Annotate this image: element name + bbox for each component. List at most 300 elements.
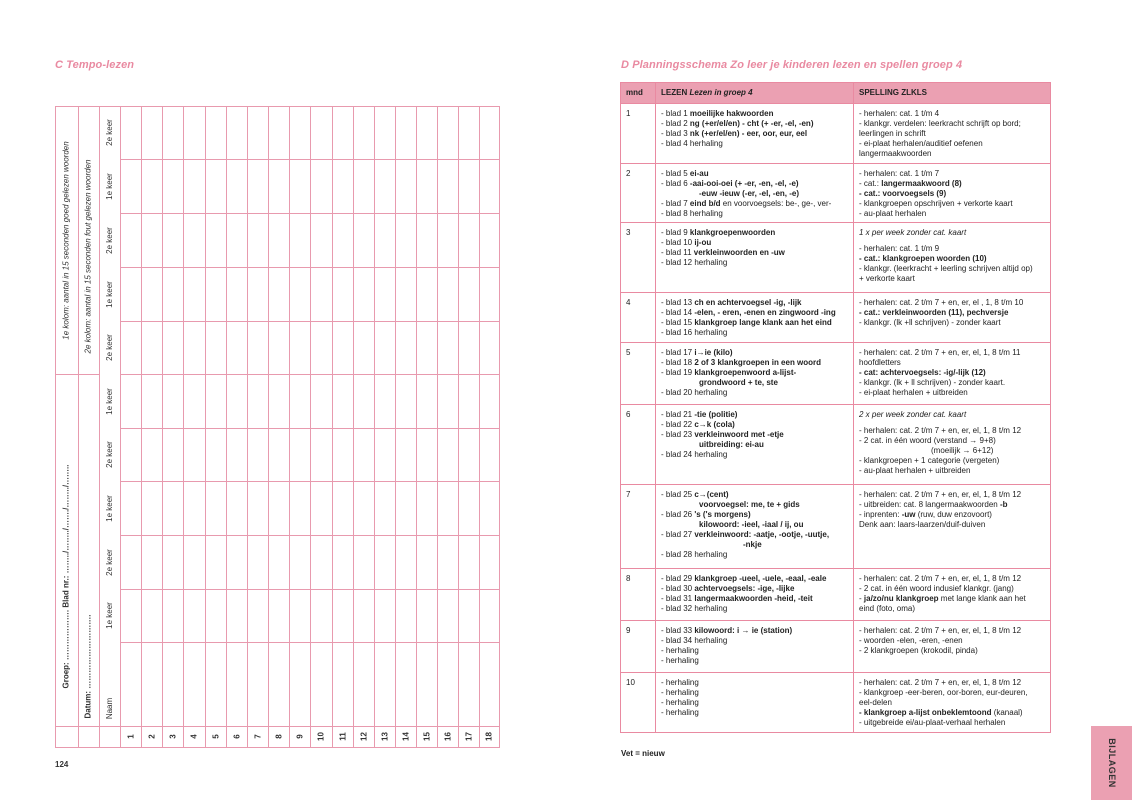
lezen-line	[661, 440, 848, 450]
table-row	[621, 621, 1051, 673]
spelling-line	[859, 388, 1045, 398]
spelling-text: - 2 cat. in één woord indusief klankgr. (jang)	[859, 584, 1014, 593]
lezen-text: - blad 31	[661, 594, 695, 603]
lezen-text: - blad 22	[661, 420, 695, 429]
lezen-text: - blad 25	[661, 490, 695, 499]
spelling-line	[859, 199, 1045, 209]
spelling-text: ja/zo/nu klankgroep	[863, 594, 939, 603]
spelling-text: - klankgroepen opschrijven + verkorte kaart	[859, 199, 1013, 208]
lezen-text: - blad 14	[661, 308, 695, 317]
lezen-text: - blad 13	[661, 298, 695, 307]
lezen-text: c→(cent)	[694, 490, 729, 499]
spelling-text: -b	[999, 500, 1008, 509]
cell-spelling	[854, 673, 1051, 733]
spelling-text: - ei-plaat herhalen/auditief oefenen	[859, 139, 983, 148]
spelling-text: - uitbreiden: cat. 8 langermaakwoorden	[859, 500, 1000, 509]
row-number: 5	[211, 733, 220, 739]
lezen-text: nk (+er/el/en) - eer, oor, eur, eel	[689, 129, 808, 138]
keer-column-label: 1e keer	[104, 172, 114, 200]
spelling-text: - herhalen: cat. 2 t/m 7 + en, er, el, 1, 8 t/m 12	[859, 490, 1022, 499]
planning-table	[620, 82, 1051, 733]
lezen-text: -tie (politie)	[694, 410, 738, 419]
keer-column-label: 2e keer	[104, 334, 114, 361]
name-column-label: Naam	[104, 697, 114, 719]
lezen-line	[661, 248, 848, 258]
spelling-line	[859, 378, 1045, 388]
lezen-text: - blad 33	[661, 626, 695, 635]
spelling-line	[859, 274, 1045, 284]
grid-line	[120, 213, 499, 214]
grid-line	[120, 321, 499, 322]
cell-spelling	[854, 485, 1051, 569]
header-lezen	[656, 83, 854, 104]
lezen-text: ch en achtervoegsel -ig, -lijk	[694, 298, 802, 307]
grid-line	[479, 106, 480, 747]
lezen-text: - blad 26	[661, 510, 695, 519]
lezen-text: - blad 23	[661, 430, 695, 439]
lezen-text: - herhaling	[661, 688, 699, 697]
cell-mnd: 3	[621, 223, 656, 293]
spelling-text: - uitgebreide ei/au-plaat-verhaal herhalen	[859, 718, 1006, 727]
spelling-text: 2 x per week zonder cat. kaart	[859, 410, 967, 419]
spelling-line	[859, 718, 1045, 728]
lezen-line	[661, 199, 848, 209]
lezen-line	[661, 574, 848, 584]
spelling-text: 1 x per week zonder cat. kaart	[859, 228, 967, 237]
grid-line	[458, 106, 459, 747]
row-number: 9	[295, 733, 304, 739]
lezen-line	[661, 450, 848, 460]
lezen-line	[661, 228, 848, 238]
lezen-line	[661, 656, 848, 666]
spelling-text: - cat.: klankgroepen woorden (10)	[859, 254, 987, 263]
row-number: 12	[359, 731, 368, 741]
lezen-text: - blad 3	[661, 129, 690, 138]
row-number: 10	[316, 731, 326, 741]
lezen-line	[661, 238, 848, 248]
lezen-line	[661, 109, 848, 119]
spelling-line	[859, 348, 1045, 358]
spelling-text: - herhalen: cat. 1 t/m 4	[859, 109, 940, 118]
row-number: 1	[126, 733, 135, 739]
cell-spelling	[854, 343, 1051, 405]
lezen-text: -euw -ieuw (-er, -el, -en, -e)	[699, 189, 800, 198]
row-number: 7	[253, 733, 262, 739]
lezen-text: - blad 15	[661, 318, 695, 327]
cell-mnd: 7	[621, 485, 656, 569]
spelling-line	[859, 318, 1045, 328]
spelling-line	[859, 149, 1045, 159]
cell-lezen	[656, 673, 854, 733]
grid-line	[120, 481, 499, 482]
cell-mnd: 2	[621, 164, 656, 223]
lezen-text: c→k (cola)	[694, 420, 735, 429]
spelling-line	[859, 244, 1045, 254]
lezen-text: ei-au	[689, 169, 709, 178]
grid-line	[226, 106, 227, 747]
spelling-text: - herhalen: cat. 2 t/m 7 + en, er, el, 1, 8 t/m 12	[859, 574, 1022, 583]
lezen-text: - blad 21	[661, 410, 695, 419]
spelling-text: - herhalen: cat. 2 t/m 7 + en, er, el, 1, 8 t/m 12	[859, 626, 1022, 635]
lezen-line	[661, 358, 848, 368]
spelling-line	[859, 129, 1045, 139]
grid-line	[437, 106, 438, 747]
cell-lezen	[656, 405, 854, 485]
lezen-line	[661, 298, 848, 308]
lezen-text: - blad 30	[661, 584, 695, 593]
lezen-text: achtervoegsels: -ige, -lijke	[694, 584, 795, 593]
table-row	[621, 485, 1051, 569]
spelling-line	[859, 646, 1045, 656]
keer-column-label: 1e keer	[104, 387, 114, 415]
lezen-text: - blad 11	[661, 248, 694, 257]
grid-line	[332, 106, 333, 747]
section-title-planningsschema: D Planningsschema Zo leer je kinderen lezen en spellen groep 4	[621, 59, 963, 71]
cell-spelling	[854, 164, 1051, 223]
spelling-line	[859, 179, 1045, 189]
spelling-line	[859, 708, 1045, 718]
row-number: 16	[443, 731, 452, 741]
row-number: 8	[274, 733, 283, 739]
spelling-text: - herhalen: cat. 2 t/m 7 + en, er, el, 1, 8 t/m 12	[859, 426, 1022, 435]
lezen-text: - blad 32 herhaling	[661, 604, 728, 613]
spelling-line	[859, 426, 1045, 436]
grid-line	[374, 106, 375, 747]
spelling-text: - klankgroep a-lijst onbeklemtoond	[859, 708, 992, 717]
planning-table-body	[621, 104, 1051, 733]
spelling-line	[859, 308, 1045, 318]
grid-line	[55, 374, 99, 375]
table-row	[621, 293, 1051, 343]
keer-column-label: 1e keer	[104, 280, 114, 308]
spelling-text: - au-plaat herhalen	[859, 209, 927, 218]
spelling-text: -uw	[901, 510, 916, 519]
spelling-line	[859, 436, 1045, 446]
cell-mnd: 5	[621, 343, 656, 405]
grid-line	[120, 267, 499, 268]
spelling-text: - herhalen: cat. 2 t/m 7 + en, er, el, 1, 8 t/m 11	[859, 348, 1021, 357]
spelling-text: met lange klank aan het	[938, 594, 1026, 603]
lezen-text: kilowoord: i → ie (station)	[694, 626, 793, 635]
cell-spelling	[854, 569, 1051, 621]
header-spelling: SPELLING ZLKLS	[854, 83, 1051, 104]
cell-lezen	[656, 164, 854, 223]
lezen-line	[661, 540, 848, 550]
lezen-line	[661, 258, 848, 268]
lezen-line	[661, 594, 848, 604]
cell-lezen	[656, 104, 854, 164]
cell-mnd: 10	[621, 673, 656, 733]
lezen-text: -aai-ooi-oei (+ -er, -en, -el, -e)	[689, 179, 799, 188]
lezen-text: klankgroepenwoord a-lijst-	[694, 368, 797, 377]
header-mnd: mnd	[621, 83, 656, 104]
spelling-line	[859, 604, 1045, 614]
spelling-text: - cat: achtervoegsels: -ig/-lijk (12)	[859, 368, 986, 377]
grid-line	[120, 642, 499, 643]
spelling-line	[859, 254, 1045, 264]
cell-lezen	[656, 621, 854, 673]
section-tab-label: BIJLAGEN	[1106, 738, 1117, 788]
spelling-text: (kanaal)	[991, 708, 1023, 717]
section-title-tempo-lezen: C Tempo-lezen	[55, 59, 135, 71]
lezen-text: - herhaling	[661, 708, 699, 717]
spelling-line	[859, 298, 1045, 308]
table-row	[621, 223, 1051, 293]
cell-mnd: 1	[621, 104, 656, 164]
lezen-text: 2 of 3 klankgroepen in een woord	[694, 358, 822, 367]
spelling-text: - 2 klankgroepen (krokodil, pinda)	[859, 646, 978, 655]
cell-spelling	[854, 621, 1051, 673]
lezen-line	[661, 308, 848, 318]
lezen-text: voorvoegsels	[733, 199, 782, 208]
spelling-text: (ruw, duw enzovoort)	[915, 510, 992, 519]
grid-line	[120, 428, 499, 429]
row-number: 17	[464, 731, 473, 741]
table-header-row	[621, 83, 1051, 104]
lezen-line	[661, 378, 848, 388]
spelling-line	[859, 368, 1045, 378]
lezen-text: klankgroepenwoorden	[689, 228, 776, 237]
lezen-text: ij-ou	[694, 238, 712, 247]
section-tab	[1091, 726, 1132, 800]
spelling-text: - herhalen: cat. 1 t/m 7	[859, 169, 940, 178]
lezen-line	[661, 328, 848, 338]
lezen-text: - blad 2	[661, 119, 690, 128]
lezen-text: grondwoord + te, ste	[699, 378, 778, 387]
spelling-text: langermaakwoord (8)	[881, 179, 962, 188]
spelling-line	[859, 510, 1045, 520]
cell-mnd: 9	[621, 621, 656, 673]
spelling-text: eind (foto, oma)	[859, 604, 916, 613]
table-row	[621, 104, 1051, 164]
spelling-line	[859, 594, 1045, 604]
lezen-line	[661, 388, 848, 398]
spelling-line	[859, 500, 1045, 510]
spelling-line	[859, 209, 1045, 219]
spelling-text: - klankgr. (leerkracht + leerling schrijven altijd op)	[859, 264, 1033, 273]
lezen-text: klankgroep -ueel, -uele, -eaal, -eale	[694, 574, 827, 583]
spelling-line	[859, 698, 1045, 708]
spelling-text: -	[859, 594, 864, 603]
lezen-text: verkleinwoord met -etje	[694, 430, 784, 439]
lezen-text: - blad 17	[661, 348, 695, 357]
grid-line	[55, 106, 499, 107]
row-number: 6	[232, 733, 241, 739]
lezen-line	[661, 209, 848, 219]
spelling-line	[859, 264, 1045, 274]
lezen-text: - blad 18	[661, 358, 695, 367]
spelling-line	[859, 688, 1045, 698]
spelling-text: - cat.: verkleinwoorden (11), pechversje	[859, 308, 1009, 317]
spelling-line	[859, 139, 1045, 149]
spelling-line	[859, 456, 1045, 466]
lezen-text: - blad 12 herhaling	[661, 258, 728, 267]
lezen-text: - blad 4 herhaling	[661, 139, 723, 148]
table-row	[621, 343, 1051, 405]
lezen-line	[661, 520, 848, 530]
lezen-line	[661, 430, 848, 440]
lezen-text: i→ie (kilo)	[694, 348, 733, 357]
legend-fout-gelezen: 2e kolom: aantal in 15 seconden fout gelezen woorden	[83, 159, 93, 353]
lezen-text: - blad 34 herhaling	[661, 636, 728, 645]
lezen-line	[661, 530, 848, 540]
lezen-text: - blad 5	[661, 169, 690, 178]
lezen-line	[661, 688, 848, 698]
grid-line	[395, 106, 396, 747]
lezen-text: verkleinwoord: -aatje, -ootje, -uutje,	[694, 530, 830, 539]
cell-mnd: 8	[621, 569, 656, 621]
lezen-text: kilowoord: -ieel, -iaal / ij, ou	[699, 520, 804, 529]
grid-line	[289, 106, 290, 747]
spelling-text: - ei-plaat herhalen + uitbreiden	[859, 388, 968, 397]
footnote: Vet = nieuw	[621, 749, 665, 758]
lezen-text: - herhaling	[661, 678, 699, 687]
grid-line	[310, 106, 311, 747]
row-number: 11	[338, 731, 347, 741]
lezen-text: - blad 8 herhaling	[661, 209, 723, 218]
row-number: 4	[189, 733, 199, 739]
cell-lezen	[656, 293, 854, 343]
cell-spelling	[854, 405, 1051, 485]
lezen-line	[661, 678, 848, 688]
cell-lezen	[656, 343, 854, 405]
spelling-text: - klankgr. (lk + ll schrijven) - zonder kaart.	[859, 378, 1006, 387]
cell-mnd: 4	[621, 293, 656, 343]
lezen-text: - blad 1	[661, 109, 690, 118]
lezen-text: moeilijke hakwoorden	[689, 109, 774, 118]
spelling-line	[859, 584, 1045, 594]
keer-column-label: 1e keer	[104, 602, 114, 629]
lezen-text: -nkje	[743, 540, 762, 549]
grid-line	[183, 106, 184, 747]
spelling-line	[859, 490, 1045, 500]
spelling-text: - cat.:	[859, 179, 882, 188]
lezen-line	[661, 708, 848, 718]
lezen-line	[661, 636, 848, 646]
spelling-text: leerlingen in schrift	[859, 129, 926, 138]
lezen-text: - blad 10	[661, 238, 695, 247]
cell-spelling	[854, 104, 1051, 164]
grid-line	[499, 106, 500, 747]
lezen-text: en	[720, 199, 734, 208]
table-row	[621, 569, 1051, 621]
cell-spelling	[854, 293, 1051, 343]
grid-line	[78, 106, 79, 747]
cell-spelling	[854, 223, 1051, 293]
row-number: 14	[401, 731, 410, 741]
grid-line	[99, 106, 100, 747]
lezen-line	[661, 490, 848, 500]
keer-column-label: 1e keer	[104, 494, 114, 522]
grid-line	[141, 106, 142, 747]
spelling-text: - klankgr. verdelen: leerkracht schrijft op bord;	[859, 119, 1021, 128]
grid-line	[55, 726, 120, 727]
spelling-text: hoofdletters	[859, 358, 901, 367]
lezen-line	[661, 626, 848, 636]
cell-lezen	[656, 569, 854, 621]
lezen-text: verkleinwoorden en -uw	[693, 248, 785, 257]
lezen-text: - herhaling	[661, 656, 699, 665]
grid-line	[120, 535, 499, 536]
lezen-line	[661, 584, 848, 594]
cell-lezen	[656, 485, 854, 569]
grid-line	[162, 106, 163, 747]
lezen-line	[661, 189, 848, 199]
grid-line	[120, 374, 499, 375]
lezen-text: - herhaling	[661, 646, 699, 655]
page-number-left: 124	[55, 760, 69, 769]
spelling-text: - herhalen: cat. 2 t/m 7 + en, er, el, 1, 8 t/m 12	[859, 678, 1022, 687]
grid-line	[120, 106, 121, 747]
lezen-text: : be-, ge-, ver-	[781, 199, 832, 208]
spelling-line	[859, 109, 1045, 119]
lezen-text: ng (+er/el/en) - cht (+ -er, -el, -en)	[689, 119, 814, 128]
lezen-line	[661, 348, 848, 358]
lezen-text: uitbreiding: ei-au	[699, 440, 764, 449]
lezen-text: - blad 6	[661, 179, 690, 188]
lezen-line	[661, 698, 848, 708]
spelling-text: - herhalen: cat. 2 t/m 7 + en, er, el , 1, 8 t/m 10	[859, 298, 1024, 307]
lezen-text: - blad 20 herhaling	[661, 388, 728, 397]
row-number: 13	[380, 731, 389, 741]
spelling-line	[859, 410, 1045, 420]
header-groep-blad: Groep: ………………. Blad nr.: ……../……../……./……../……..	[61, 463, 71, 689]
spelling-line	[859, 358, 1045, 368]
legend-goed-gelezen: 1e kolom: aantal in 15 seconden goed gelezen woorden	[61, 140, 71, 340]
lezen-line	[661, 368, 848, 378]
spelling-line	[859, 466, 1045, 476]
lezen-text: eind b/d	[689, 199, 721, 208]
lezen-line	[661, 119, 848, 129]
spelling-text: - klankgroepen + 1 categorie (vergeten)	[859, 456, 1000, 465]
spelling-line	[859, 636, 1045, 646]
spelling-text: - cat.: voorvoegsels (9)	[859, 189, 947, 198]
lezen-text: - blad 19	[661, 368, 695, 377]
lezen-text: - blad 24 herhaling	[661, 450, 728, 459]
spelling-line	[859, 574, 1045, 584]
cell-lezen	[656, 223, 854, 293]
grid-line	[55, 747, 500, 748]
keer-column-label: 2e keer	[104, 548, 114, 576]
grid-line	[120, 589, 499, 590]
lezen-text: 's ('s morgens)	[694, 510, 751, 519]
spelling-text: - klankgroep -eer-beren, oor-boren, eur-deuren,	[859, 688, 1028, 697]
header-lezen-prefix: LEZEN	[661, 88, 690, 97]
grid-line	[247, 106, 248, 747]
lezen-line	[661, 179, 848, 189]
spelling-text: Denk aan: laars-laarzen/duif-duiven	[859, 520, 986, 529]
lezen-line	[661, 420, 848, 430]
header-lezen-italic: Lezen in groep 4	[689, 88, 753, 97]
tempo-lezen-grid	[55, 106, 499, 747]
spelling-text: - klankgr. (lk +ll schrijven) - zonder kaart	[859, 318, 1001, 327]
table-row	[621, 405, 1051, 485]
spelling-line	[859, 228, 1045, 238]
lezen-line	[661, 169, 848, 179]
row-number: 18	[484, 731, 494, 741]
spelling-text: + verkorte kaart	[859, 274, 915, 283]
row-number: 2	[147, 733, 156, 739]
lezen-text: - blad 28 herhaling	[661, 550, 728, 559]
keer-column-label: 2e keer	[104, 441, 114, 468]
lezen-line	[661, 604, 848, 614]
spelling-text: langermaakwoorden	[859, 149, 932, 158]
table-row	[621, 164, 1051, 223]
lezen-line	[661, 510, 848, 520]
row-number: 15	[422, 731, 431, 741]
lezen-text: - herhaling	[661, 698, 699, 707]
lezen-line	[661, 129, 848, 139]
